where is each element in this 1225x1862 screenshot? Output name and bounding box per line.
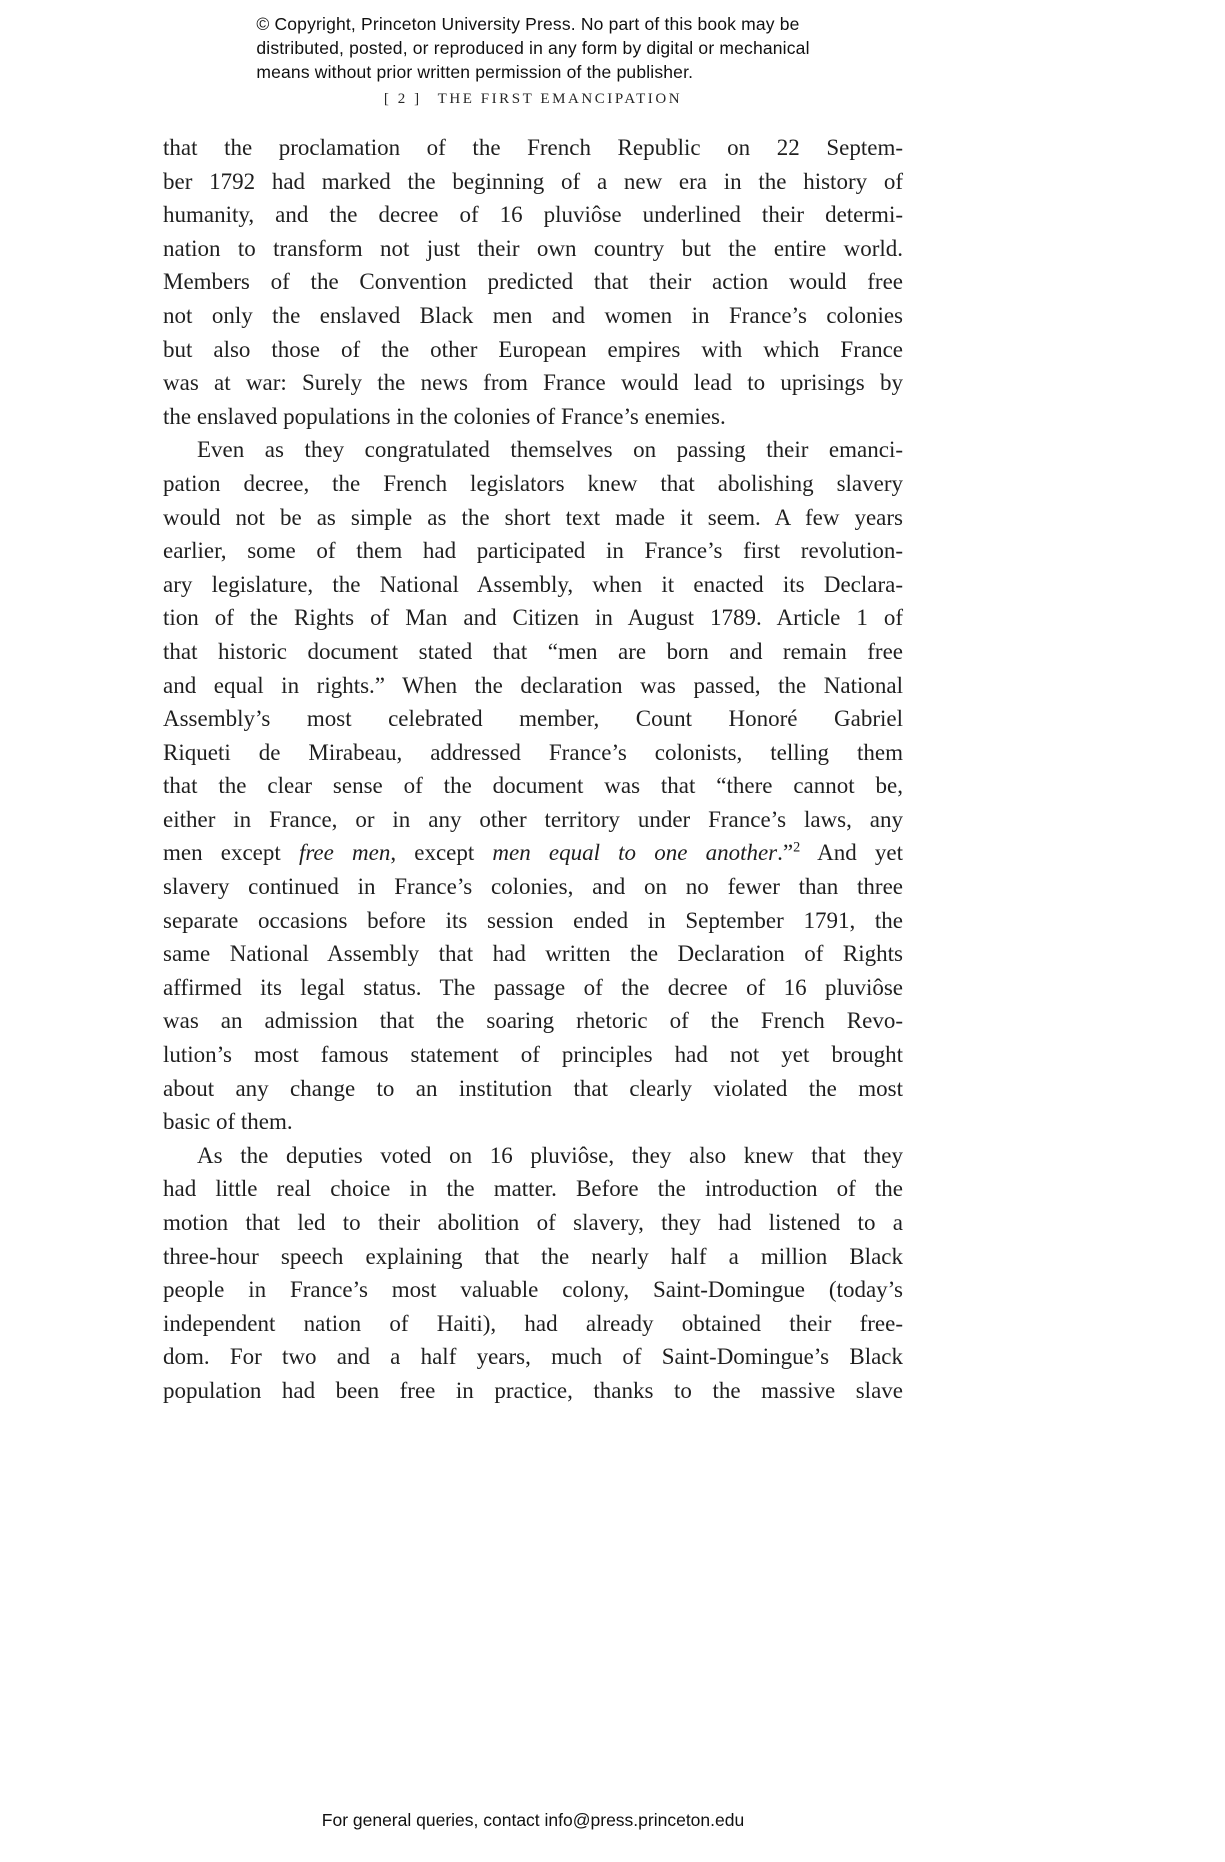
body-line: nation to transform not just their own country but the entire world.	[163, 235, 903, 261]
body-line: pation decree, the French legislators knew that abolishing slavery	[163, 470, 903, 496]
body-line: same National Assembly that had written the Declaration of Rights	[163, 941, 903, 967]
body-line: was at war: Surely the news from France would lead to uprisings by	[163, 370, 903, 396]
body-line: and equal in rights.” When the declaration was passed, the National	[163, 672, 903, 698]
book-page	[163, 12, 903, 1408]
body-line: humanity, and the decree of 16 pluviôse underlined their determi-	[163, 202, 903, 228]
body-line: people in France’s most valuable colony, Saint-Domingue (today’s	[163, 1277, 903, 1303]
body-line: population had been free in practice, thanks to the massive slave	[163, 1377, 903, 1403]
body-line: dom. For two and a half years, much of Saint-Domingue’s Black	[163, 1344, 903, 1370]
body-line: Riqueti de Mirabeau, addressed France’s colonists, telling them	[163, 739, 903, 765]
body-line: had little real choice in the matter. Before the introduction of the	[163, 1176, 903, 1202]
copyright-line: distributed, posted, or reproduced in any form by digital or mechanical	[256, 38, 810, 58]
copyright-notice	[256, 12, 809, 84]
body-line: Assembly’s most celebrated member, Count Honoré Gabriel	[163, 706, 903, 732]
running-head	[163, 91, 903, 108]
italic-text: men equal to one another	[492, 840, 778, 866]
italic-text: free men	[298, 840, 391, 866]
copyright-line: © Copyright, Princeton University Press. No part of this book may be	[256, 14, 800, 34]
body-line: that the clear sense of the document was that “there cannot be,	[163, 773, 903, 799]
body-line: the enslaved populations in the colonies of France’s enemies.	[163, 403, 726, 429]
body-line: earlier, some of them had participated in France’s first revolution-	[163, 538, 903, 564]
body-line: As the deputies voted on 16 pluviôse, they also knew that they	[197, 1142, 903, 1168]
body-line: not only the enslaved Black men and women in France’s colonies	[163, 302, 903, 328]
footer-contact: For general queries, contact info@press.princeton.edu	[321, 1810, 745, 1830]
body-line: Even as they congratulated themselves on passing their emanci-	[197, 437, 903, 463]
body-line: either in France, or in any other territory under France’s laws, any	[163, 806, 903, 832]
body-line: men except free men, except men equal to one another.”$^2$ And yet	[163, 839, 903, 866]
body-line: Members of the Convention predicted that their action would free	[163, 269, 903, 295]
paragraph	[163, 1139, 903, 1408]
body-text	[163, 131, 903, 1408]
body-line: three-hour speech explaining that the nearly half a million Black	[163, 1243, 903, 1269]
body-line: motion that led to their abolition of slavery, they had listened to a	[163, 1210, 903, 1235]
body-line: separate occasions before its session ended in September 1791, the	[163, 907, 903, 933]
body-line: independent nation of Haiti), had already obtained their free-	[163, 1310, 903, 1336]
paragraph	[163, 131, 903, 433]
body-line: about any change to an institution that clearly violated the most	[163, 1075, 903, 1101]
chapter-title: THE FIRST EMANCIPATION	[437, 91, 683, 107]
body-line: but also those of the other European empires with which France	[163, 336, 903, 362]
body-line: would not be as simple as the short text made it seem. A few years	[163, 504, 903, 530]
footnote-reference: 2	[793, 839, 801, 856]
body-line: basic of them.	[163, 1109, 293, 1135]
body-line: slavery continued in France’s colonies, and on no fewer than three	[163, 874, 903, 900]
page-number: [ 2 ]	[383, 91, 422, 107]
copyright-line: means without prior written permission of the publisher.	[256, 62, 694, 82]
body-line: that the proclamation of the French Republic on 22 Septem-	[163, 135, 903, 160]
body-line: ber 1792 had marked the beginning of a new era in the history of	[163, 168, 903, 194]
paragraph	[163, 433, 903, 1138]
body-line: that historic document stated that “men are born and remain free	[163, 638, 903, 664]
body-line: was an admission that the soaring rhetoric of the French Revo-	[163, 1008, 903, 1034]
body-line: affirmed its legal status. The passage of the decree of 16 pluviôse	[163, 974, 903, 1000]
body-line: tion of the Rights of Man and Citizen in August 1789. Article 1 of	[163, 605, 903, 631]
body-line: lution’s most famous statement of principles had not yet brought	[163, 1042, 903, 1068]
body-line: ary legislature, the National Assembly, when it enacted its Declara-	[163, 571, 903, 597]
